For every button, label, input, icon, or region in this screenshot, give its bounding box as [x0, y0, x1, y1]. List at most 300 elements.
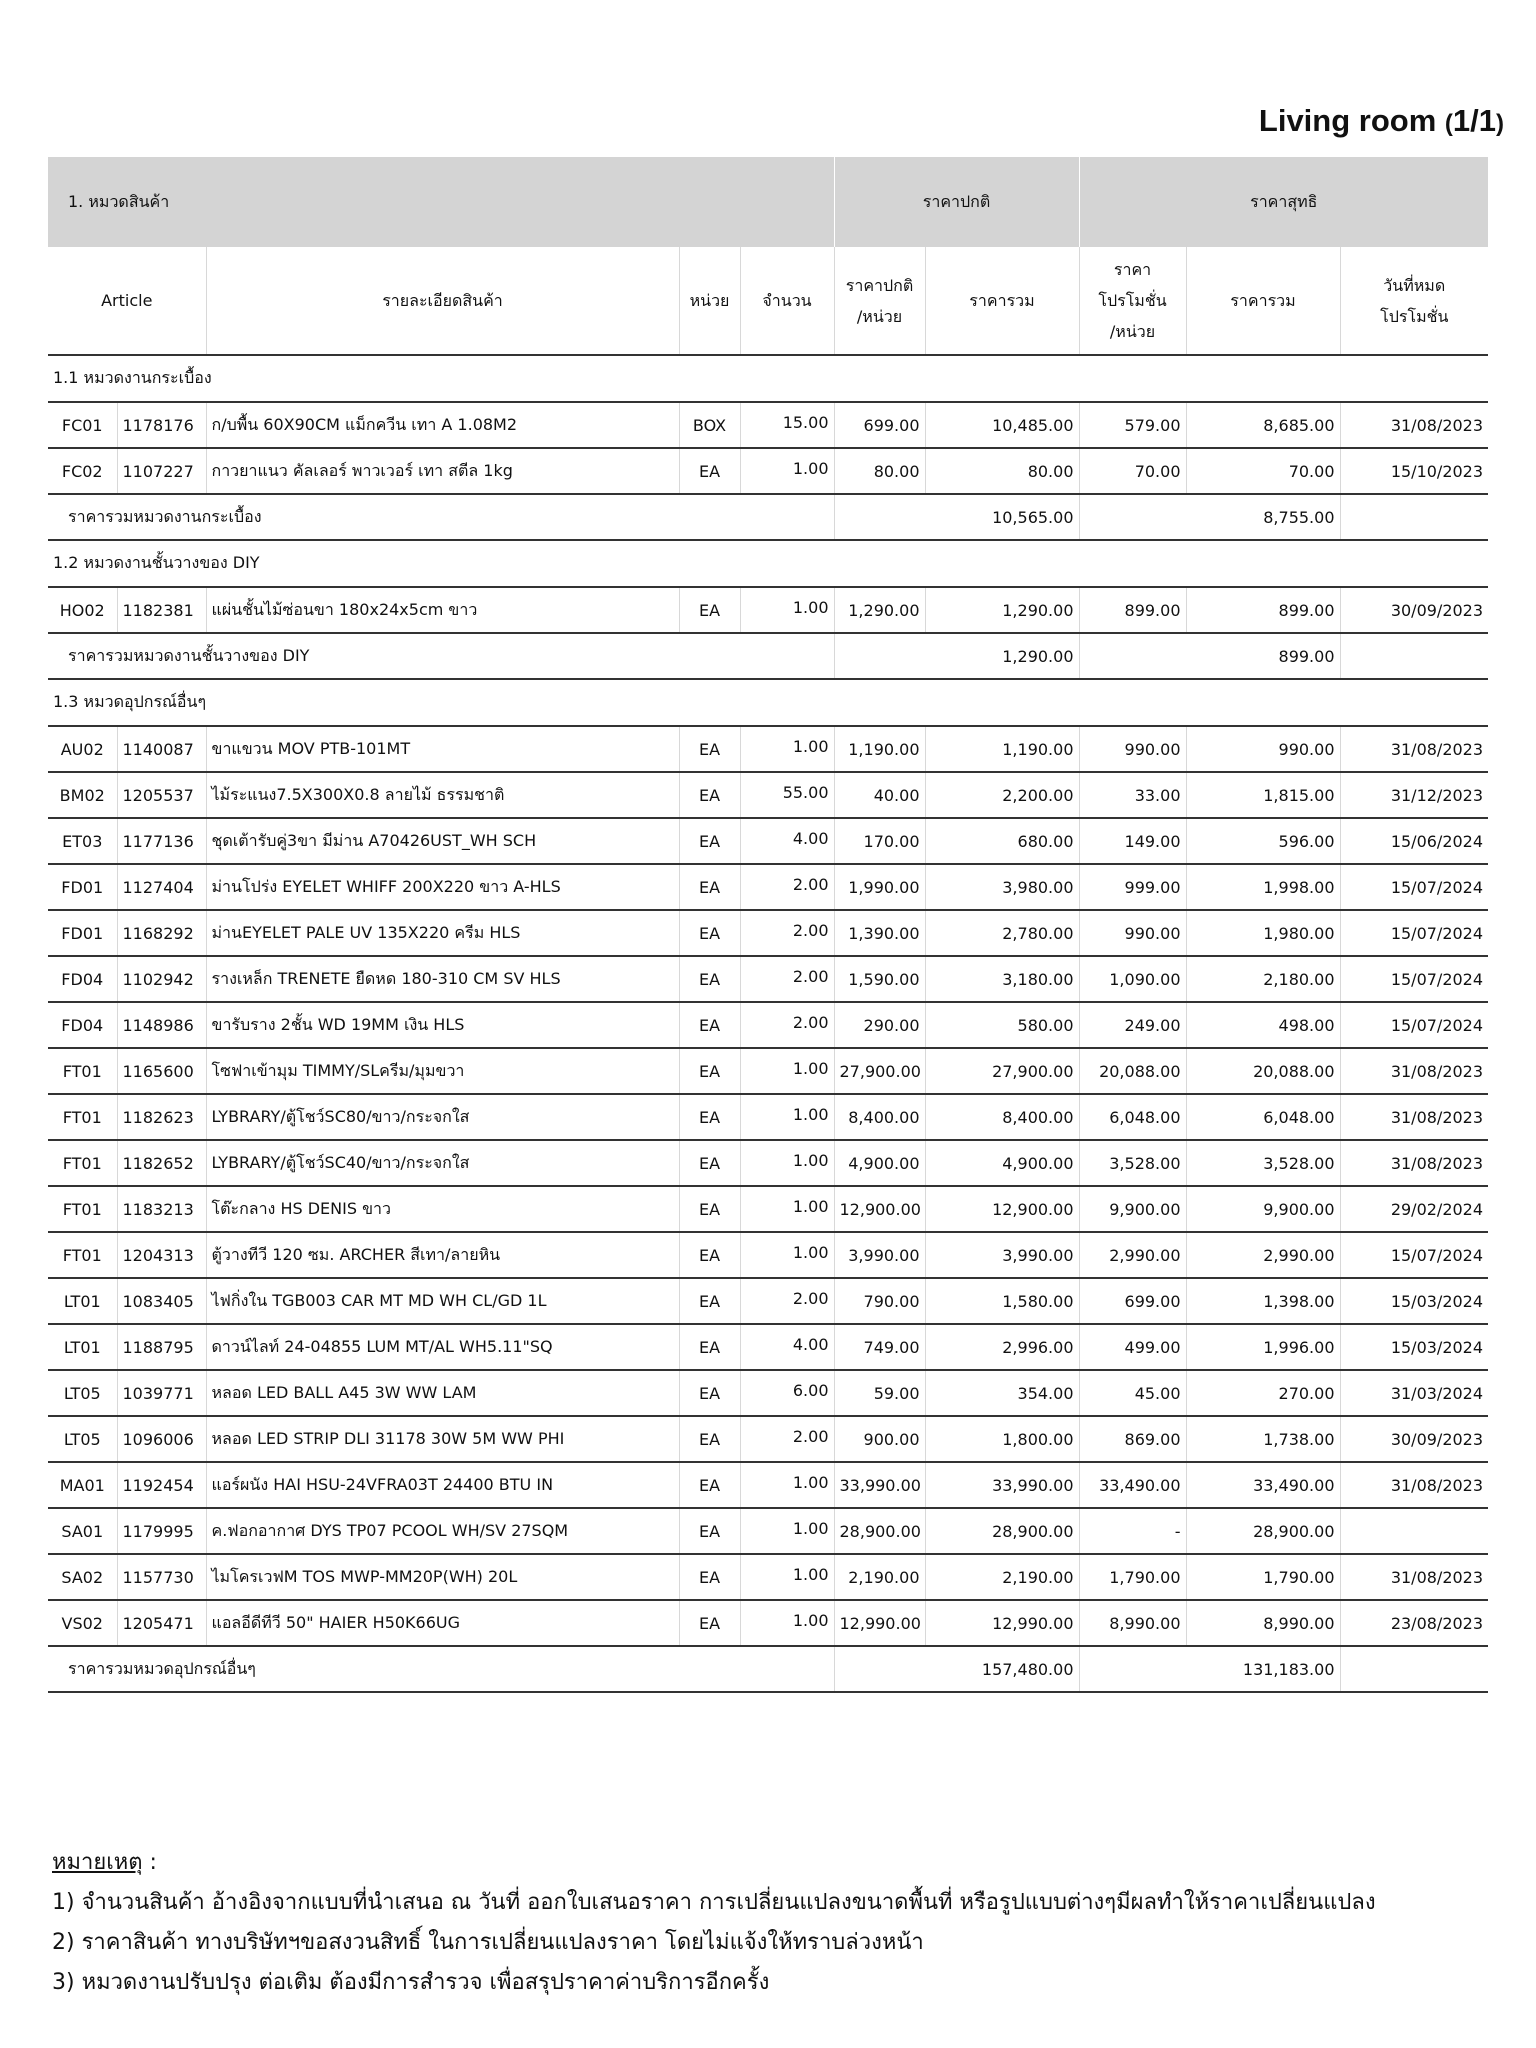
subtotal-row [48, 1646, 1488, 1692]
cell-code: FD01 [48, 864, 117, 910]
cell-qty: 2.00 [740, 1416, 834, 1462]
table-row [48, 402, 1488, 448]
cell-qty: 2.00 [740, 910, 834, 956]
table-row [48, 1232, 1488, 1278]
title-paren-close: ) [1496, 110, 1504, 137]
cell-end-date: 31/08/2023 [1340, 402, 1488, 448]
cell-article: 1107227 [117, 448, 206, 494]
cell-net-total: 20,088.00 [1186, 1048, 1340, 1094]
section-title: 1.2 หมวดงานชั้นวางของ DIY [48, 540, 1488, 587]
cell-promo-price: 8,990.00 [1079, 1600, 1186, 1646]
cell-unit: BOX [679, 402, 740, 448]
table-row [48, 448, 1488, 494]
cell-net-total: 1,815.00 [1186, 772, 1340, 818]
cell-unit-price: 1,190.00 [834, 726, 925, 772]
cell-code: FT01 [48, 1186, 117, 1232]
cell-unit: EA [679, 1186, 740, 1232]
cell-unit-price: 170.00 [834, 818, 925, 864]
cell-qty: 1.00 [740, 587, 834, 633]
cell-total: 1,580.00 [925, 1278, 1079, 1324]
table-row [48, 726, 1488, 772]
table-row [48, 587, 1488, 633]
cell-unit: EA [679, 864, 740, 910]
subtotal-net: 131,183.00 [1079, 1646, 1340, 1692]
cell-unit: EA [679, 910, 740, 956]
cell-end-date: 15/07/2024 [1340, 1232, 1488, 1278]
cell-article: 1183213 [117, 1186, 206, 1232]
cell-total: 680.00 [925, 818, 1079, 864]
table-row [48, 1140, 1488, 1186]
cell-qty: 1.00 [740, 1186, 834, 1232]
cell-description: ม่านโปร่ง EYELET WHIFF 200X220 ขาว A-HLS [206, 864, 679, 910]
cell-net-total: 1,790.00 [1186, 1554, 1340, 1600]
cell-code: FD01 [48, 910, 117, 956]
cell-total: 80.00 [925, 448, 1079, 494]
header-group-row [48, 157, 1488, 247]
cell-end-date: 15/07/2024 [1340, 1002, 1488, 1048]
cell-article: 1127404 [117, 864, 206, 910]
cell-total: 12,990.00 [925, 1600, 1079, 1646]
cell-net-total: 596.00 [1186, 818, 1340, 864]
cell-total: 2,200.00 [925, 772, 1079, 818]
cell-promo-price: 990.00 [1079, 726, 1186, 772]
cell-end-date [1340, 1508, 1488, 1554]
section-title-row [48, 355, 1488, 402]
table-row [48, 1278, 1488, 1324]
cell-total: 3,980.00 [925, 864, 1079, 910]
cell-qty: 1.00 [740, 1600, 834, 1646]
cell-code: HO02 [48, 587, 117, 633]
cell-end-date: 31/08/2023 [1340, 1048, 1488, 1094]
cell-total: 3,180.00 [925, 956, 1079, 1002]
cell-description: ไม้ระแนง7.5X300X0.8 ลายไม้ ธรรมชาติ [206, 772, 679, 818]
subtotal-net: 899.00 [1079, 633, 1340, 679]
cell-total: 27,900.00 [925, 1048, 1079, 1094]
col-unit-price-line: /หน่วย [856, 306, 903, 326]
cell-end-date: 30/09/2023 [1340, 1416, 1488, 1462]
cell-unit-price: 1,990.00 [834, 864, 925, 910]
table-row [48, 1048, 1488, 1094]
cell-qty: 1.00 [740, 1094, 834, 1140]
subtotal-empty [1340, 633, 1488, 679]
cell-end-date: 31/03/2024 [1340, 1370, 1488, 1416]
cell-article: 1165600 [117, 1048, 206, 1094]
col-promo-line: ราคา [1113, 260, 1152, 279]
cell-qty: 1.00 [740, 1508, 834, 1554]
subtotal-net: 8,755.00 [1079, 494, 1340, 540]
cell-end-date: 15/10/2023 [1340, 448, 1488, 494]
cell-code: FT01 [48, 1094, 117, 1140]
cell-description: ตู้วางทีวี 120 ซม. ARCHER สีเทา/ลายหิน [206, 1232, 679, 1278]
cell-code: FC01 [48, 402, 117, 448]
cell-end-date: 15/06/2024 [1340, 818, 1488, 864]
title-paren-open: ( [1444, 110, 1453, 137]
cell-unit-price: 4,900.00 [834, 1140, 925, 1186]
cell-unit: EA [679, 1600, 740, 1646]
cell-qty: 1.00 [740, 1462, 834, 1508]
cell-unit-price: 2,190.00 [834, 1554, 925, 1600]
page-title [1259, 103, 1504, 139]
cell-net-total: 8,990.00 [1186, 1600, 1340, 1646]
cell-total: 28,900.00 [925, 1508, 1079, 1554]
cell-unit: EA [679, 587, 740, 633]
cell-description: หลอด LED BALL A45 3W WW LAM [206, 1370, 679, 1416]
cell-article: 1205471 [117, 1600, 206, 1646]
cell-code: BM02 [48, 772, 117, 818]
section-title: 1.3 หมวดอุปกรณ์อื่นๆ [48, 679, 1488, 726]
cell-article: 1182381 [117, 587, 206, 633]
cell-net-total: 1,980.00 [1186, 910, 1340, 956]
cell-net-total: 3,528.00 [1186, 1140, 1340, 1186]
cell-end-date: 31/08/2023 [1340, 1140, 1488, 1186]
cell-article: 1039771 [117, 1370, 206, 1416]
cell-description: แอลอีดีทีวี 50" HAIER H50K66UG [206, 1600, 679, 1646]
cell-promo-price: 869.00 [1079, 1416, 1186, 1462]
col-unit-price-line: ราคาปกติ [845, 275, 914, 295]
cell-total: 2,996.00 [925, 1324, 1079, 1370]
cell-unit-price: 80.00 [834, 448, 925, 494]
cell-total: 4,900.00 [925, 1140, 1079, 1186]
cell-net-total: 9,900.00 [1186, 1186, 1340, 1232]
subtotal-normal: 1,290.00 [834, 633, 1079, 679]
table-row [48, 1600, 1488, 1646]
cell-promo-price: 899.00 [1079, 587, 1186, 633]
cell-total: 12,900.00 [925, 1186, 1079, 1232]
cell-total: 1,290.00 [925, 587, 1079, 633]
cell-unit-price: 290.00 [834, 1002, 925, 1048]
cell-promo-price: 1,790.00 [1079, 1554, 1186, 1600]
cell-unit-price: 1,290.00 [834, 587, 925, 633]
cell-description: ไฟกิ่งใน TGB003 CAR MT MD WH CL/GD 1L [206, 1278, 679, 1324]
table-row [48, 1324, 1488, 1370]
subtotal-row [48, 633, 1488, 679]
cell-code: MA01 [48, 1462, 117, 1508]
cell-qty: 15.00 [740, 402, 834, 448]
cell-promo-price: 149.00 [1079, 818, 1186, 864]
cell-unit-price: 27,900.00 [834, 1048, 925, 1094]
header-net-price: ราคาสุทธิ [1079, 157, 1488, 247]
cell-description: LYBRARY/ตู้โชว์SC40/ขาว/กระจกใส [206, 1140, 679, 1186]
cell-net-total: 1,738.00 [1186, 1416, 1340, 1462]
cell-unit: EA [679, 1554, 740, 1600]
quotation-table [48, 157, 1488, 1693]
cell-code: SA02 [48, 1554, 117, 1600]
cell-code: FT01 [48, 1048, 117, 1094]
cell-code: FD04 [48, 1002, 117, 1048]
cell-net-total: 1,398.00 [1186, 1278, 1340, 1324]
table-row [48, 1002, 1488, 1048]
cell-total: 2,190.00 [925, 1554, 1079, 1600]
cell-unit: EA [679, 1324, 740, 1370]
cell-description: รางเหล็ก TRENETE ยืดหด 180-310 CM SV HLS [206, 956, 679, 1002]
header-normal-price: ราคาปกติ [834, 157, 1079, 247]
cell-unit: EA [679, 1278, 740, 1324]
cell-qty: 4.00 [740, 818, 834, 864]
cell-end-date: 15/07/2024 [1340, 910, 1488, 956]
cell-promo-price: 20,088.00 [1079, 1048, 1186, 1094]
cell-end-date: 29/02/2024 [1340, 1186, 1488, 1232]
table-row [48, 1508, 1488, 1554]
cell-net-total: 8,685.00 [1186, 402, 1340, 448]
cell-article: 1192454 [117, 1462, 206, 1508]
col-desc-header: รายละเอียดสินค้า [206, 247, 679, 355]
notes [52, 1843, 1376, 2003]
cell-article: 1188795 [117, 1324, 206, 1370]
cell-description: ขารับราง 2ชั้น WD 19MM เงิน HLS [206, 1002, 679, 1048]
cell-promo-price: 45.00 [1079, 1370, 1186, 1416]
cell-net-total: 2,990.00 [1186, 1232, 1340, 1278]
table-row [48, 910, 1488, 956]
cell-unit: EA [679, 1094, 740, 1140]
title-page: 1/1 [1452, 103, 1496, 138]
note-line: 2) ราคาสินค้า ทางบริษัทฯขอสงวนสิทธิ์ ในการเปลี่ยนแปลงราคา โดยไม่แจ้งให้ทราบล่วงหน้า [52, 1930, 924, 1955]
cell-unit: EA [679, 818, 740, 864]
table-row [48, 1462, 1488, 1508]
cell-article: 1182652 [117, 1140, 206, 1186]
cell-qty: 6.00 [740, 1370, 834, 1416]
cell-article: 1168292 [117, 910, 206, 956]
cell-code: LT01 [48, 1324, 117, 1370]
cell-unit: EA [679, 1002, 740, 1048]
cell-unit: EA [679, 772, 740, 818]
cell-total: 10,485.00 [925, 402, 1079, 448]
cell-article: 1102942 [117, 956, 206, 1002]
cell-promo-price: 33,490.00 [1079, 1462, 1186, 1508]
col-qty-header: จำนวน [740, 247, 834, 355]
cell-code: FT01 [48, 1140, 117, 1186]
cell-unit-price: 28,900.00 [834, 1508, 925, 1554]
cell-net-total: 33,490.00 [1186, 1462, 1340, 1508]
section-title-row [48, 679, 1488, 726]
cell-article: 1179995 [117, 1508, 206, 1554]
col-promo-price-header [1079, 247, 1186, 355]
table-row [48, 1370, 1488, 1416]
cell-unit-price: 1,590.00 [834, 956, 925, 1002]
cell-description: ดาวน์ไลท์ 24-04855 LUM MT/AL WH5.11"SQ [206, 1324, 679, 1370]
cell-promo-price: 3,528.00 [1079, 1140, 1186, 1186]
cell-end-date: 31/08/2023 [1340, 1554, 1488, 1600]
cell-unit-price: 12,900.00 [834, 1186, 925, 1232]
cell-code: LT05 [48, 1416, 117, 1462]
cell-description: ค.ฟอกอากาศ DYS TP07 PCOOL WH/SV 27SQM [206, 1508, 679, 1554]
table-row [48, 956, 1488, 1002]
cell-code: FT01 [48, 1232, 117, 1278]
cell-unit-price: 59.00 [834, 1370, 925, 1416]
cell-total: 8,400.00 [925, 1094, 1079, 1140]
cell-article: 1157730 [117, 1554, 206, 1600]
cell-net-total: 1,998.00 [1186, 864, 1340, 910]
table-row [48, 1186, 1488, 1232]
cell-qty: 1.00 [740, 1048, 834, 1094]
cell-description: แผ่นชั้นไม้ซ่อนขา 180x24x5cm ขาว [206, 587, 679, 633]
cell-total: 354.00 [925, 1370, 1079, 1416]
cell-qty: 2.00 [740, 956, 834, 1002]
cell-net-total: 2,180.00 [1186, 956, 1340, 1002]
cell-end-date: 31/12/2023 [1340, 772, 1488, 818]
subtotal-empty [1340, 1646, 1488, 1692]
table-row [48, 864, 1488, 910]
section-title-row [48, 540, 1488, 587]
cell-unit: EA [679, 1416, 740, 1462]
subtotal-empty [1340, 494, 1488, 540]
note-line: 3) หมวดงานปรับปรุง ต่อเติม ต้องมีการสำรวจ เพื่อสรุปราคาค่าบริการอีกครั้ง [52, 1970, 770, 1995]
cell-net-total: 6,048.00 [1186, 1094, 1340, 1140]
cell-code: FD04 [48, 956, 117, 1002]
cell-total: 33,990.00 [925, 1462, 1079, 1508]
col-unit-price-header [834, 247, 925, 355]
cell-code: SA01 [48, 1508, 117, 1554]
cell-qty: 55.00 [740, 772, 834, 818]
cell-code: ET03 [48, 818, 117, 864]
col-net-total-header: ราคารวม [1186, 247, 1340, 355]
cell-end-date: 31/08/2023 [1340, 1094, 1488, 1140]
cell-promo-price: 999.00 [1079, 864, 1186, 910]
cell-unit: EA [679, 726, 740, 772]
notes-heading: หมายเหตุ : [52, 1850, 157, 1875]
cell-description: โต๊ะกลาง HS DENIS ขาว [206, 1186, 679, 1232]
cell-net-total: 498.00 [1186, 1002, 1340, 1048]
cell-qty: 4.00 [740, 1324, 834, 1370]
cell-promo-price: 990.00 [1079, 910, 1186, 956]
cell-unit-price: 33,990.00 [834, 1462, 925, 1508]
col-end-line: วันที่หมด [1383, 275, 1446, 295]
cell-unit-price: 40.00 [834, 772, 925, 818]
cell-description: ชุดเต้ารับคู่3ขา มีม่าน A70426UST_WH SCH [206, 818, 679, 864]
cell-article: 1204313 [117, 1232, 206, 1278]
cell-article: 1148986 [117, 1002, 206, 1048]
cell-unit: EA [679, 1140, 740, 1186]
title-main: Living room [1258, 103, 1445, 138]
cell-qty: 1.00 [740, 726, 834, 772]
cell-article: 1205537 [117, 772, 206, 818]
cell-code: VS02 [48, 1600, 117, 1646]
cell-article: 1140087 [117, 726, 206, 772]
column-header-row [48, 247, 1488, 355]
subtotal-normal: 157,480.00 [834, 1646, 1079, 1692]
cell-total: 580.00 [925, 1002, 1079, 1048]
cell-unit: EA [679, 1462, 740, 1508]
cell-end-date: 31/08/2023 [1340, 1462, 1488, 1508]
cell-unit-price: 3,990.00 [834, 1232, 925, 1278]
cell-unit-price: 8,400.00 [834, 1094, 925, 1140]
subtotal-label: ราคารวมหมวดงานชั้นวางของ DIY [48, 633, 834, 679]
cell-net-total: 70.00 [1186, 448, 1340, 494]
cell-unit-price: 699.00 [834, 402, 925, 448]
cell-code: LT05 [48, 1370, 117, 1416]
col-total-header: ราคารวม [925, 247, 1079, 355]
cell-description: ก/บพื้น 60X90CM แม็กควีน เทา A 1.08M2 [206, 402, 679, 448]
col-promo-line: โปรโมชั่น [1098, 291, 1167, 310]
cell-promo-price: 579.00 [1079, 402, 1186, 448]
cell-unit: EA [679, 956, 740, 1002]
cell-unit: EA [679, 1370, 740, 1416]
cell-end-date: 23/08/2023 [1340, 1600, 1488, 1646]
cell-promo-price: 249.00 [1079, 1002, 1186, 1048]
cell-unit-price: 790.00 [834, 1278, 925, 1324]
cell-promo-price: - [1079, 1508, 1186, 1554]
cell-qty: 2.00 [740, 864, 834, 910]
cell-article: 1182623 [117, 1094, 206, 1140]
cell-unit: EA [679, 1232, 740, 1278]
cell-end-date: 15/03/2024 [1340, 1324, 1488, 1370]
cell-description: ขาแขวน MOV PTB-101MT [206, 726, 679, 772]
cell-end-date: 31/08/2023 [1340, 726, 1488, 772]
cell-promo-price: 699.00 [1079, 1278, 1186, 1324]
cell-total: 1,190.00 [925, 726, 1079, 772]
cell-article: 1178176 [117, 402, 206, 448]
cell-description: ม่านEYELET PALE UV 135X220 ครีม HLS [206, 910, 679, 956]
cell-qty: 1.00 [740, 1554, 834, 1600]
cell-total: 3,990.00 [925, 1232, 1079, 1278]
cell-net-total: 899.00 [1186, 587, 1340, 633]
table-row [48, 1094, 1488, 1140]
cell-promo-price: 1,090.00 [1079, 956, 1186, 1002]
cell-qty: 2.00 [740, 1278, 834, 1324]
cell-promo-price: 9,900.00 [1079, 1186, 1186, 1232]
cell-net-total: 28,900.00 [1186, 1508, 1340, 1554]
subtotal-label: ราคารวมหมวดงานกระเบื้อง [48, 494, 834, 540]
cell-end-date: 15/03/2024 [1340, 1278, 1488, 1324]
cell-unit: EA [679, 448, 740, 494]
cell-promo-price: 2,990.00 [1079, 1232, 1186, 1278]
cell-code: LT01 [48, 1278, 117, 1324]
cell-unit-price: 1,390.00 [834, 910, 925, 956]
cell-description: กาวยาแนว คัลเลอร์ พาวเวอร์ เทา สตีล 1kg [206, 448, 679, 494]
cell-unit: EA [679, 1508, 740, 1554]
cell-promo-price: 499.00 [1079, 1324, 1186, 1370]
section-title: 1.1 หมวดงานกระเบื้อง [48, 355, 1488, 402]
cell-net-total: 270.00 [1186, 1370, 1340, 1416]
col-end-date-header [1340, 247, 1488, 355]
table-row [48, 1416, 1488, 1462]
cell-description: ไมโครเวฟM TOS MWP-MM20P(WH) 20L [206, 1554, 679, 1600]
cell-article: 1177136 [117, 818, 206, 864]
table-row [48, 772, 1488, 818]
cell-net-total: 1,996.00 [1186, 1324, 1340, 1370]
subtotal-label: ราคารวมหมวดอุปกรณ์อื่นๆ [48, 1646, 834, 1692]
cell-total: 1,800.00 [925, 1416, 1079, 1462]
cell-code: AU02 [48, 726, 117, 772]
cell-promo-price: 33.00 [1079, 772, 1186, 818]
table-row [48, 818, 1488, 864]
cell-end-date: 15/07/2024 [1340, 864, 1488, 910]
table-row [48, 1554, 1488, 1600]
subtotal-normal: 10,565.00 [834, 494, 1079, 540]
cell-description: หลอด LED STRIP DLI 31178 30W 5M WW PHI [206, 1416, 679, 1462]
col-unit-header: หน่วย [679, 247, 740, 355]
cell-article: 1083405 [117, 1278, 206, 1324]
header-category: 1. หมวดสินค้า [48, 157, 834, 247]
cell-description: โซฟาเข้ามุม TIMMY/SLครีม/มุมขวา [206, 1048, 679, 1094]
cell-promo-price: 6,048.00 [1079, 1094, 1186, 1140]
subtotal-row [48, 494, 1488, 540]
cell-end-date: 15/07/2024 [1340, 956, 1488, 1002]
cell-promo-price: 70.00 [1079, 448, 1186, 494]
cell-unit-price: 900.00 [834, 1416, 925, 1462]
cell-qty: 1.00 [740, 1140, 834, 1186]
note-line: 1) จำนวนสินค้า อ้างอิงจากแบบที่นำเสนอ ณ วันที่ ออกใบเสนอราคา การเปลี่ยนแปลงขนาดพื้นที่ หรือรูปแบบต่างๆมีผลทำให้ราคาเปลี่ยนแปลง [52, 1890, 1376, 1915]
cell-qty: 1.00 [740, 1232, 834, 1278]
col-end-line: โปรโมชั่น [1380, 306, 1449, 326]
cell-article: 1096006 [117, 1416, 206, 1462]
cell-code: FC02 [48, 448, 117, 494]
col-article-header: Article [48, 247, 206, 355]
cell-net-total: 990.00 [1186, 726, 1340, 772]
cell-total: 2,780.00 [925, 910, 1079, 956]
cell-description: แอร์ผนัง HAI HSU-24VFRA03T 24400 BTU IN [206, 1462, 679, 1508]
cell-end-date: 30/09/2023 [1340, 587, 1488, 633]
cell-qty: 1.00 [740, 448, 834, 494]
